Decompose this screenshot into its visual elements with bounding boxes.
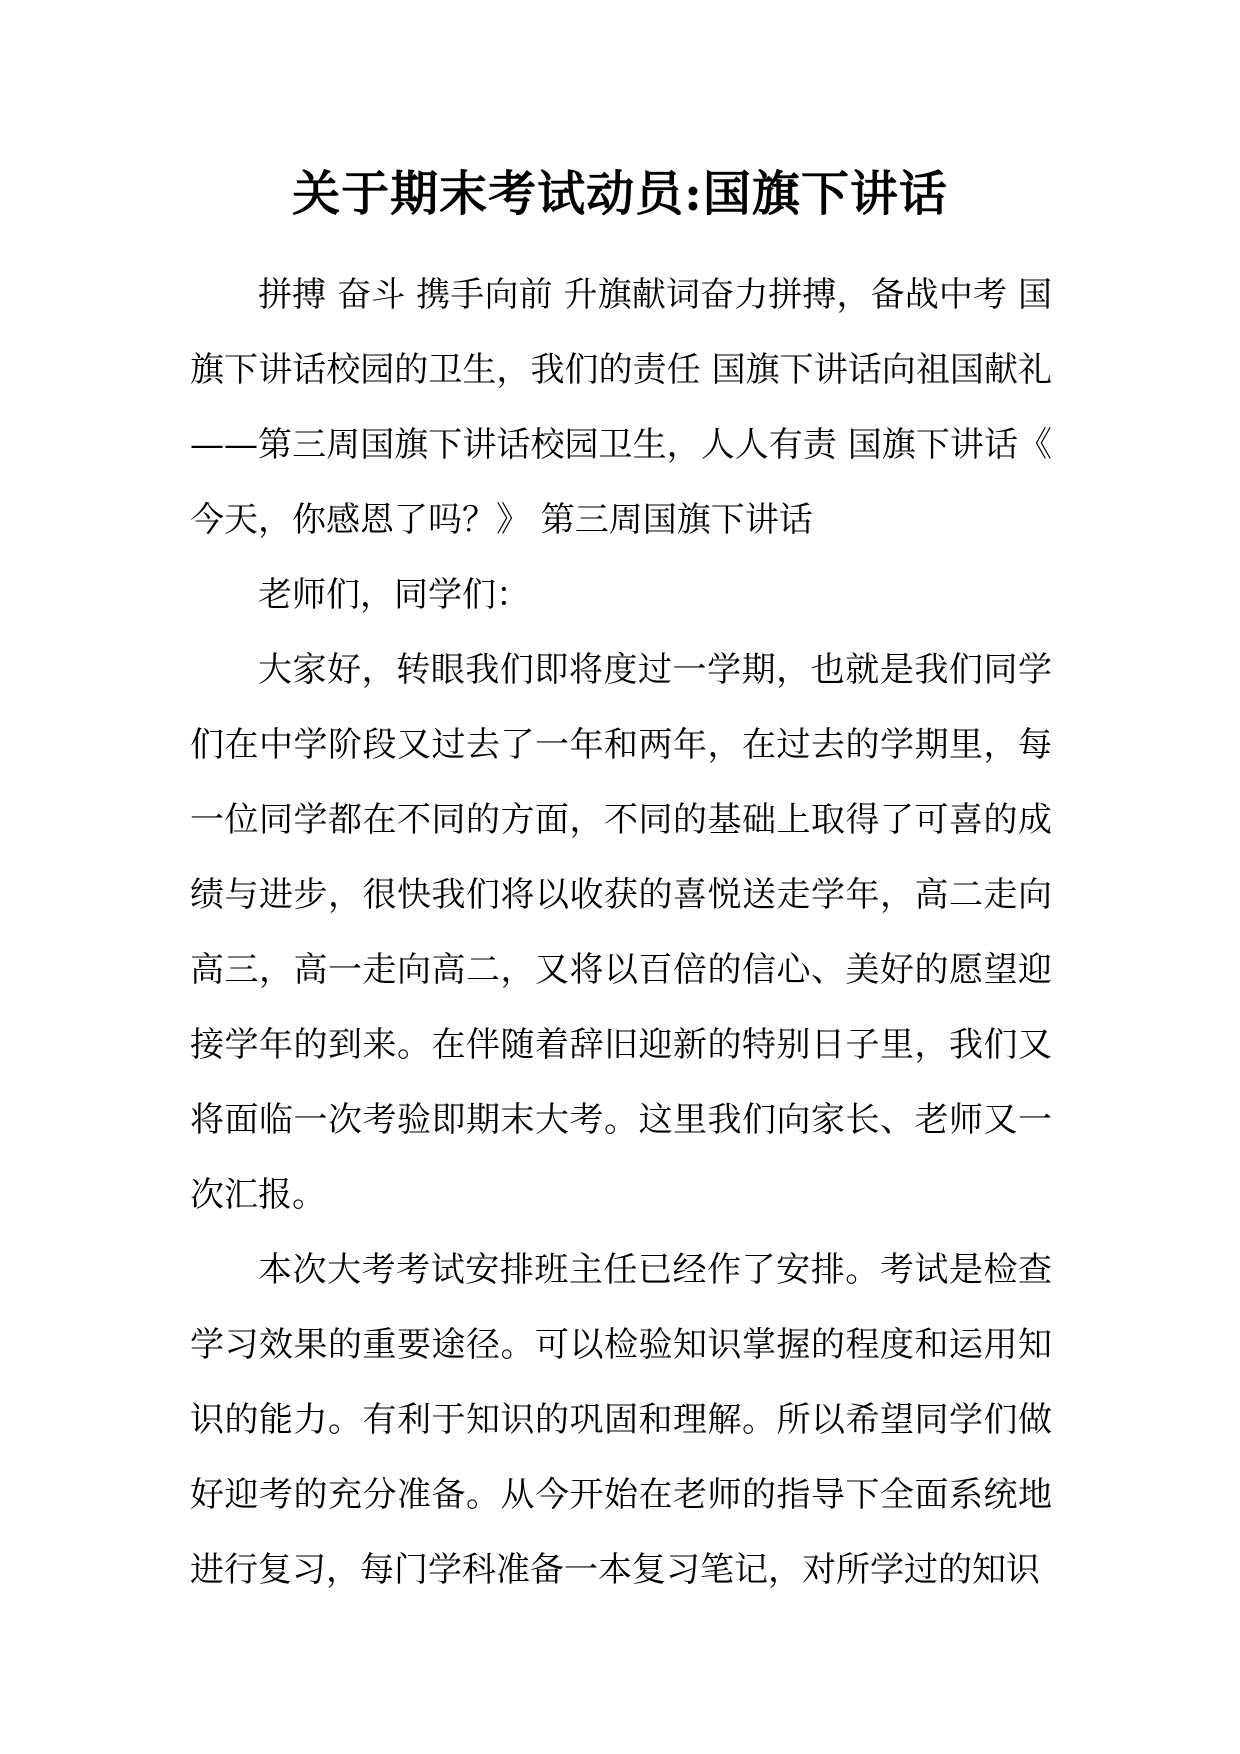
paragraph-semester-review: 大家好，转眼我们即将度过一学期，也就是我们同学们在中学阶段又过去了一年和两年，在过去的学期里，每一位同学都在不同的方面，不同的基础上取得了可喜的成绩与进步，很快我们将以收获的喜悦送走学年，高二走向高三，高一走向高二，又将以百倍的信心、美好的愿望迎接学年的到来。在伴随着辞旧迎新的特别日子里，我们又将面临一次考验即期末大考。这里我们向家长、老师又一次汇报。 [190, 650, 1052, 1215]
document-title: 关于期末考试动员:国旗下讲话 [292, 166, 948, 222]
paragraph-greeting: 老师们，同学们： [258, 575, 530, 615]
paragraph-exam-preparation: 本次大考考试安排班主任已经作了安排。考试是检查学习效果的重要途径。可以检验知识掌握的程度和运用知识的能力。有利于知识的巩固和理解。所以希望同学们做好迎考的充分准备。从今开始在老师的指导下全面系统地进行复习，每门学科准备一本复习笔记，对所学过的知识 [190, 1250, 1052, 1590]
document-body [190, 258, 1052, 1608]
paragraph-intro-headings: 拼搏 奋斗 携手向前 升旗献词奋力拼搏，备战中考 国旗下讲话校园的卫生，我们的责任 国旗下讲话向祖国献礼——第三周国旗下讲话校园卫生，人人有责 国旗下讲话《今天，你感恩了吗？》 第三周国旗下讲话 [190, 275, 1052, 540]
